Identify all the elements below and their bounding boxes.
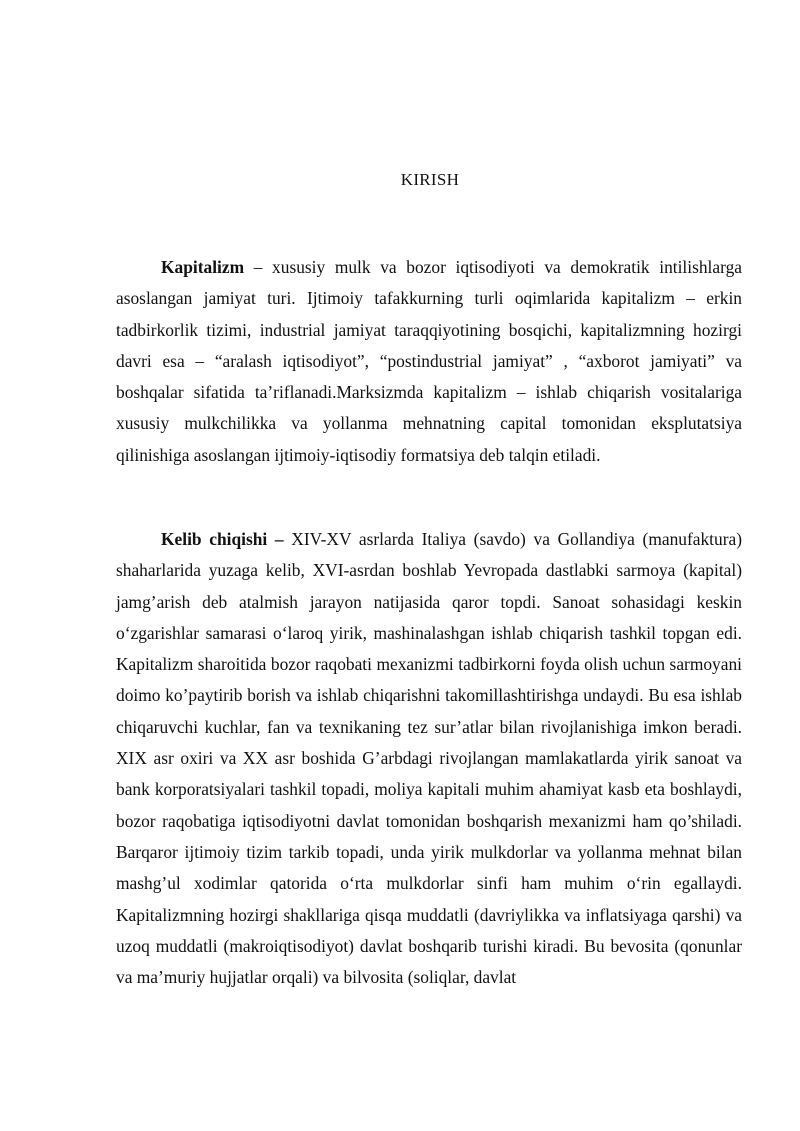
paragraph-body: XIV-XV asrlarda Italiya (savdo) va Gollandiya (manufaktura) shaharlarida yuzaga kelib, XVI-asrdan boshlab Yevropada dastlabki sarmoya (kapital) jamg’arish deb atalmish jarayon natijasida qaror topdi. Sanoat sohasidagi keskin o‘zgarishlar samarasi o‘laroq yirik, mashinalashgan ishlab chiqarish tashkil topgan edi. Kapitalizm sharoitida bozor raqobati mexanizmi tadbirkorni foyda olish uchun sarmoyani doimo ko’paytirib borish va ishlab chiqarishni takomillashtirishga undaydi. Bu esa ishlab chiqaruvchi kuchlar, fan va texnikaning tez sur’atlar bilan rivojlanishiga imkon beradi. XIX asr oxiri va XX asr boshida G’arbdagi rivojlangan mamlakatlarda yirik sanoat va bank korporatsiyalari tashkil topadi, moliya kapitali muhim ahamiyat kasb eta boshlaydi, bozor raqobatiga iqtisodiyotni davlat tomonidan boshqarish mexanizmi ham qo’shiladi. Barqaror ijtimoiy tizim tarkib topadi, unda yirik mulkdorlar va yollanma mehnat bilan mashg’ul xodimlar qatorida o‘rta mulkdorlar sinfi ham muhim o‘rin egallaydi. Kapitalizmning hozirgi shakllariga qisqa muddatli (davriylikka va inflatsiyaga qarshi) va uzoq muddatli (makroiqtisodiyot) davlat boshqarib turishi kiradi. Bu bevosita (qonunlar va ma’muriy hujjatlar orqali) va bilvosita (soliqlar, davlat bbox=[116, 529, 742, 988]
term-kelib-chiqishi: Kelib chiqishi – bbox=[161, 529, 284, 549]
paragraph-text bbox=[116, 252, 742, 471]
paragraph-origin bbox=[116, 524, 742, 993]
paragraph-text bbox=[116, 524, 742, 993]
term-kapitalizm: Kapitalizm bbox=[161, 257, 245, 277]
paragraph-body: – xususiy mulk va bozor iqtisodiyoti va demokratik intilishlarga asoslangan jamiyat turi. Ijtimoiy tafakkurning turli oqimlarida kapitalizm – erkin tadbirkorlik tizimi, industrial jamiyat taraqqiyotining bosqichi, kapitalizmning hozirgi davri esa – “aralash iqtisodiyot”, “postindustrial jamiyat” , “axborot jamiyati” va boshqalar sifatida ta’riflanadi.Marksizmda kapitalizm – ishlab chiqarish vositalariga xususiy mulkchilikka va yollanma mehnatning capital tomonidan eksplutatsiya qilinishiga asoslangan ijtimoiy-iqtisodiy formatsiya deb talqin etiladi. bbox=[116, 257, 742, 465]
paragraph-capitalism-definition bbox=[116, 252, 742, 471]
page-heading: KIRISH bbox=[400, 170, 460, 189]
